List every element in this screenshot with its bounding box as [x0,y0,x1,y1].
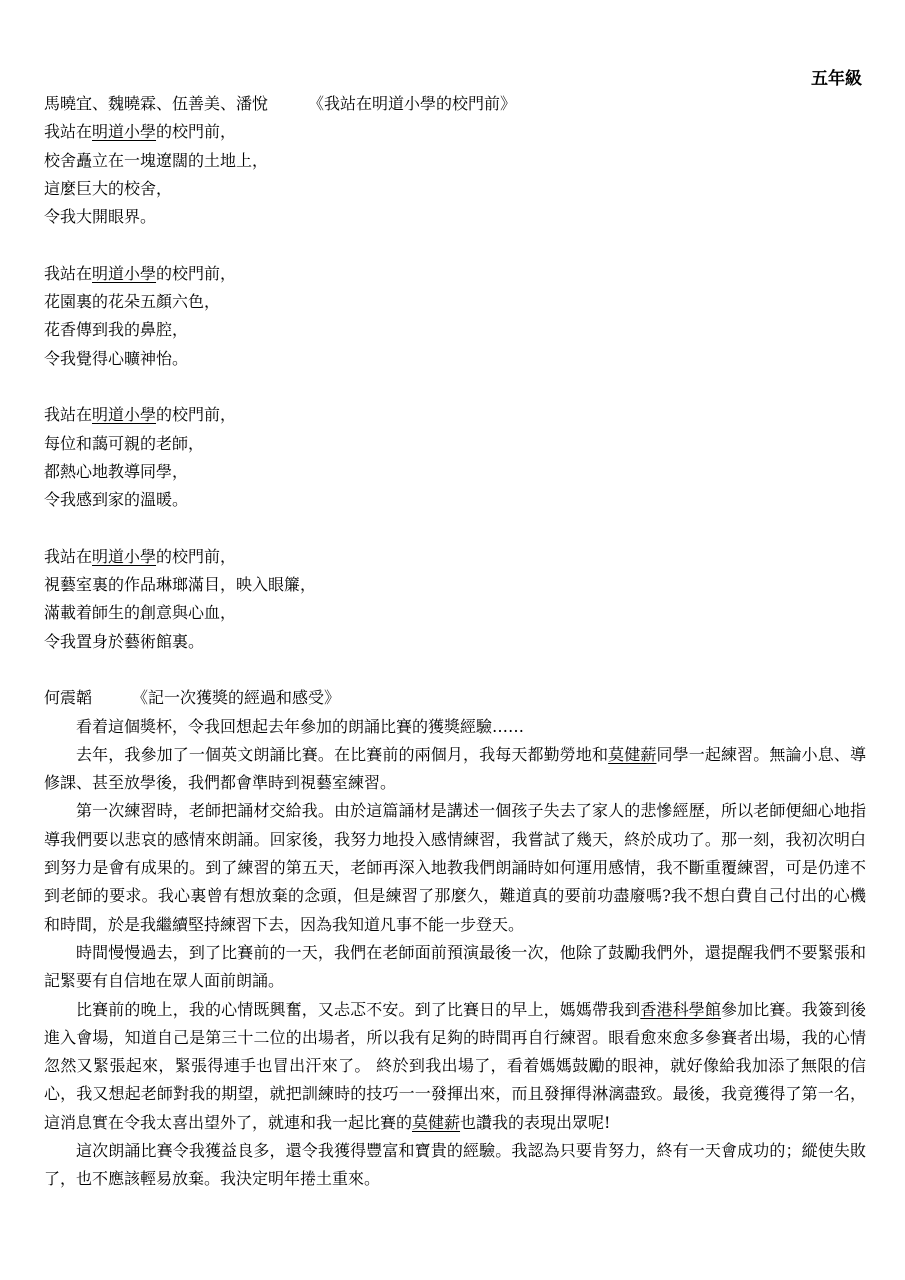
essay-paragraph-4: 時間慢慢過去，到了比賽前的一天，我們在老師面前預演最後一次，他除了鼓勵我們外，還提醒我們不要緊張和記緊要有自信地在眾人面前朗誦。 [44,942,866,991]
poem-line: 令我覺得心曠神怡。 [44,348,189,368]
text-span: 比賽前的晚上，我的心情既興奮，又忐忑不安。到了比賽日的早上，媽媽帶我到 [76,999,641,1019]
poem-line [44,118,866,146]
poem-line: 滿載着師生的創意與心血， [44,603,237,623]
text-span: 我站在 [44,263,93,283]
poem-stanza-4 [44,543,866,656]
poem-line [44,401,866,429]
text-span: 我站在 [44,546,93,566]
poem-authors: 馬曉宜、魏曉霖、伍善美、潘悅 [44,94,269,113]
essay-title: 《記一次獲獎的經過和感受》 [132,688,341,708]
text-span: 同學一起練習。無論小息、導修課、甚至放學後，我們都會準時到視藝室練習。 [44,744,866,793]
school-name: 明道小學 [92,546,157,566]
poem-header [44,90,866,118]
poem-stanza-3 [44,401,866,514]
text-span: 的校門前， [156,546,237,566]
person-name: 莫健薪 [608,744,657,764]
essay-paragraph-5 [44,996,866,1137]
place-name: 香港科學館 [640,999,721,1019]
poem-line [44,260,866,288]
poem-line: 每位和藹可親的老師， [44,433,205,453]
stanza-gap [44,373,866,401]
poem-stanza-2 [44,260,866,373]
text-span: 我站在 [44,122,93,142]
essay-paragraph-1: 看着這個獎杯，令我回想起去年參加的朗誦比賽的獲獎經驗…… [76,716,525,736]
poem-line: 視藝室裏的作品琳瑯滿目，映入眼簾， [44,575,317,595]
poem-title: 《我站在明道小學的校門前》 [308,94,517,113]
poem-line: 這麼巨大的校舍， [44,178,173,198]
person-name: 莫健薪 [412,1112,461,1132]
poem-line: 令我置身於藝術館裏。 [44,631,205,651]
grade-label: 五年級 [811,69,862,89]
poem-line: 令我大開眼界。 [44,207,157,227]
essay-paragraph-3: 第一次練習時，老師把誦材交給我。由於這篇誦材是講述一個孩子失去了家人的悲慘經歷，所以老師便細心地指導我們要以悲哀的感情來朗誦。回家後，我努力地投入感情練習，我嘗試了幾天，終於成功了。那一刻，我初次明白到努力是會有成果的。到了練習的第五天，老師再深入地教我們朗誦時如何運用感情，我不斷重覆練習，可是仍達不到老師的要求。我心裏曾有想放棄的念頭，但是練習了那麼久，難道真的要前功盡廢嗎?我不想白費自己付出的心機和時間，於是我繼續堅持練習下去，因為我知道凡事不能一步登天。 [44,801,866,934]
poem-line: 令我感到家的溫暖。 [44,490,189,510]
stanza-gap [44,514,866,542]
stanza-gap [44,231,866,259]
poem-line: 花園裏的花朵五顏六色， [44,292,221,312]
school-name: 明道小學 [92,122,157,142]
school-name: 明道小學 [92,263,157,283]
text-span: 我站在 [44,405,93,425]
document-body [44,90,866,1194]
essay-author: 何震韜 [44,688,93,708]
poem-line: 都熱心地教導同學， [44,461,189,481]
section-gap [44,656,866,684]
text-span: 的校門前， [156,122,237,142]
text-span: 參加比賽。我簽到後進入會場，知道自己是第三十二位的出場者，所以我有足夠的時間再自行練習。眼看愈來愈多參賽者出場，我的心情忽然又緊張起來，緊張得連手也冒出汗來了。 終於到我出場了，看着媽媽鼓勵的眼神，就好像給我加添了無限的信心，我又想起老師對我的期望，就把訓練時的技巧一一發揮出來，而且發揮得淋漓盡致。最後，我竟獲得了第一名，這消息實在令我太喜出望外了，就連和我一起比賽的 [44,999,866,1132]
essay-paragraph-2 [44,741,866,798]
text-span: 去年，我參加了一個英文朗誦比賽。在比賽前的兩個月，我每天都勤勞地和 [76,744,609,764]
essay-paragraph-6: 這次朗誦比賽令我獲益良多，還令我獲得豐富和寶貴的經驗。我認為只要肯努力，終有一天會成功的；縱使失敗了，也不應該輕易放棄。我決定明年捲土重來。 [44,1140,866,1189]
poem-stanza-1 [44,118,866,231]
poem-line: 校舍矗立在一塊遼闊的土地上， [44,150,269,170]
school-name: 明道小學 [92,405,157,425]
essay-header [44,684,866,712]
poem-line [44,543,866,571]
text-span: 也讚我的表現出眾呢! [460,1112,611,1132]
text-span: 的校門前， [156,263,237,283]
poem-line: 花香傳到我的鼻腔， [44,320,189,340]
text-span: 的校門前， [156,405,237,425]
